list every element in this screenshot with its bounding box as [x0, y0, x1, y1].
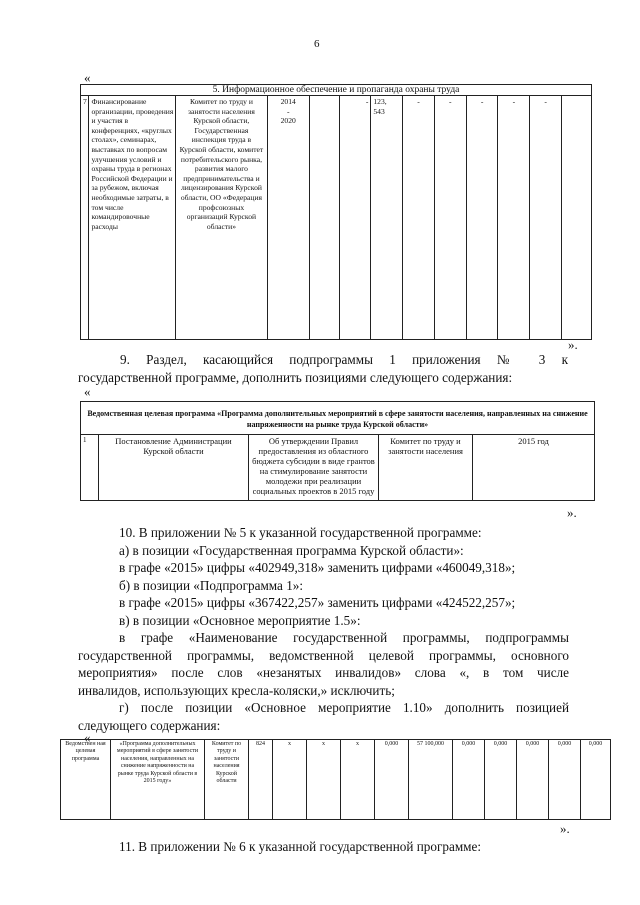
row-years — [267, 96, 309, 340]
row-name: Финансирование организации, проведения и участия в конференциях, «круглых столах», семинарах, выставках по вопросам улучшения условий и охраны труда в регионах Российской Федерации и за рубежом, включая необходимые затраты, в том числе командировочные расходы — [89, 96, 176, 340]
table3-c13: 0,000 — [581, 740, 611, 820]
para10-l2: а) в позиции «Государственная программа Курской области»: — [119, 543, 464, 558]
row-executor: Комитет по труду и занятости населения Курской области, Государственная инспекция труда в Курской области, комитет потребительского рынка, развития малого предпринимательства и лицензирования Курской области, ОО «Федерация профсоюзных организаций Курской области» — [176, 96, 267, 340]
para9-line2: государственной программе, дополнить позициями следующего содержания: — [78, 370, 513, 385]
table2-num: 1 — [81, 435, 99, 501]
year-end: 2020 — [280, 116, 296, 126]
open-quote-2: « — [84, 384, 91, 399]
cell-c7: - — [403, 96, 435, 340]
para10-l6: в) в позиции «Основное мероприятие 1.5»: — [119, 613, 361, 628]
value-c6b: 543 — [373, 106, 385, 116]
table-2 — [80, 401, 595, 501]
year-start: 2014 — [280, 97, 296, 106]
table2-c2: Об утверждении Правил предоставления из областного бюджета субсидии в виде грантов на стимулирование занятости молодежи при реализации социальных проектов в 2015 году — [249, 435, 379, 501]
table3-c3: 824 — [249, 740, 273, 820]
table3-c11: 0,000 — [517, 740, 549, 820]
table3-c5: х — [307, 740, 341, 820]
close-quote-1: ». — [568, 337, 578, 352]
section5-title: 5. Информационное обеспечение и пропаганда охраны труда — [81, 85, 592, 96]
row-num: 7 — [81, 96, 89, 340]
table2-header: Ведомственная целевая программа «Программа дополнительных мероприятий в сфере занятости населения, направленных на снижение напряженности на рынке труда Курской области» — [81, 402, 595, 435]
para10-l8: государственной программы, ведомственной целевой программы, основного — [78, 648, 569, 663]
table3-c6: х — [341, 740, 375, 820]
cell-empty — [309, 96, 339, 340]
para10-l7: в графе «Наименование государственной программы, подпрограммы — [119, 630, 569, 645]
table3-c1: «Программа дополнительных мероприятий в сфере занятости населения, направленных на снижение напряженности на рынке труда Курской области в 2015 году» — [111, 740, 205, 820]
cell-c10: - — [498, 96, 530, 340]
para10-l10: инвалидов, использующих кресла-коляски,» исключить; — [78, 683, 395, 698]
para9-line1: 9. Раздел, касающийся подпрограммы 1 приложения № 3 к — [120, 352, 568, 367]
table3-c4: х — [273, 740, 307, 820]
table-3 — [60, 739, 611, 820]
cell-c6 — [371, 96, 403, 340]
table2-c3: Комитет по труду и занятости населения — [379, 435, 473, 501]
open-quote-1: « — [84, 70, 91, 85]
table3-c2: Комитет по труду и занятости населения Курской области — [205, 740, 249, 820]
para11: 11. В приложении № 6 к указанной государственной программе: — [119, 839, 482, 854]
section5-table — [80, 84, 592, 340]
year-dash: - — [286, 106, 290, 116]
close-quote-2: ». — [567, 505, 577, 520]
table2-c4: 2015 год — [473, 435, 595, 501]
para10-l12: следующего содержания: — [78, 718, 221, 733]
cell-c9: - — [466, 96, 498, 340]
cell-c11: - — [530, 96, 562, 340]
para10-l11: г) после позиции «Основное мероприятие 1.10» дополнить позицией — [119, 700, 569, 715]
table3-c12: 0,000 — [549, 740, 581, 820]
table3-c9: 0,000 — [453, 740, 485, 820]
table3-c8: 57 100,000 — [409, 740, 453, 820]
table3-c0: Ведомствен ная целевая программа — [61, 740, 111, 820]
cell-c5: - — [339, 96, 371, 340]
value-c6: 123, — [373, 97, 387, 106]
page-number: 6 — [314, 38, 320, 50]
cell-c8: - — [434, 96, 466, 340]
close-quote-3: ». — [560, 821, 570, 836]
para10-l1: 10. В приложении № 5 к указанной государственной программе: — [119, 525, 482, 540]
table3-c10: 0,000 — [485, 740, 517, 820]
para10-l9: мероприятия» после слов «незанятых инвалидов» слова «, в том числе — [78, 665, 569, 680]
cell-empty — [562, 96, 592, 340]
para10-l3: в графе «2015» цифры «402949,318» заменить цифрами «460049,318»; — [119, 560, 516, 575]
table3-c7: 0,000 — [375, 740, 409, 820]
table2-c1: Постановление Администрации Курской области — [99, 435, 249, 501]
para10-l5: в графе «2015» цифры «367422,257» заменить цифрами «424522,257»; — [119, 595, 516, 610]
para10-l4: б) в позиции «Подпрограмма 1»: — [119, 578, 304, 593]
open-quote-3: « — [84, 730, 91, 745]
